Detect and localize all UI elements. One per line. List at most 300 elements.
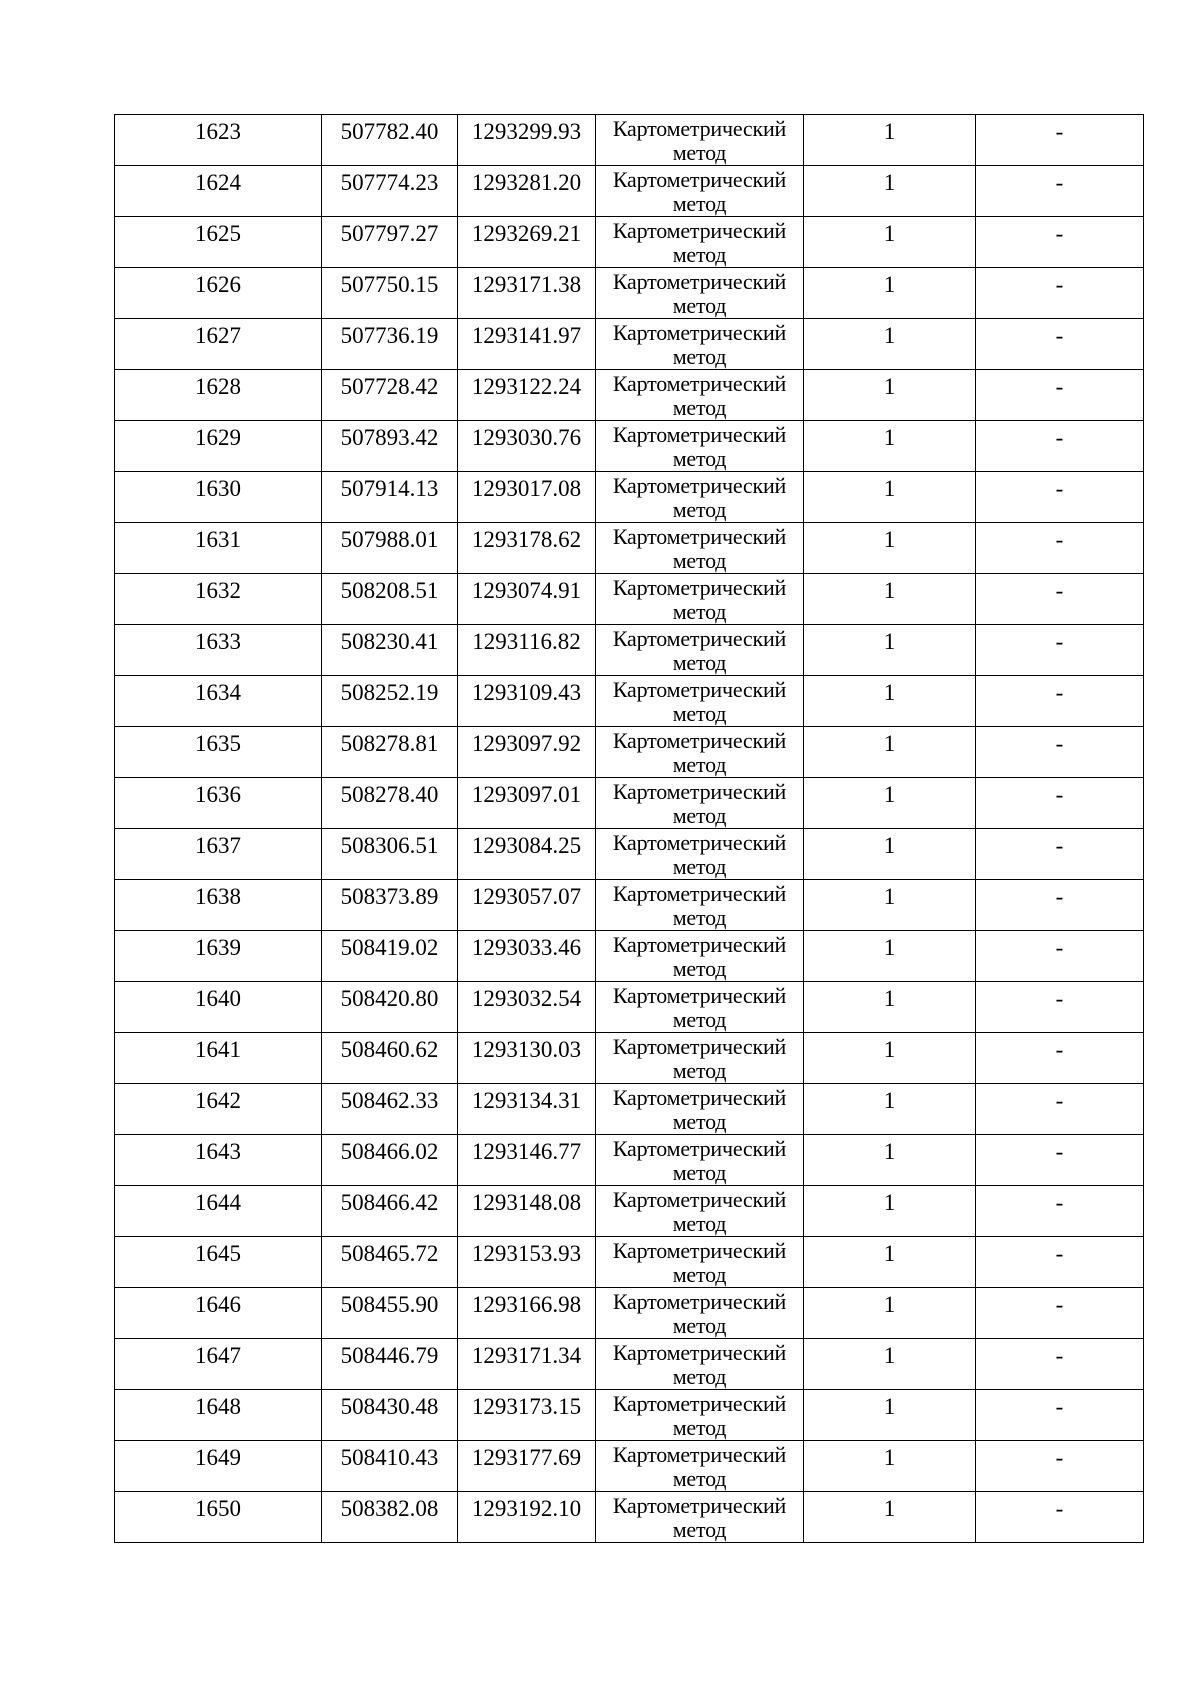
table-row [115, 319, 1144, 370]
note-cell [976, 1288, 1144, 1339]
point-number-text: 1627 [195, 323, 241, 348]
method-cell [596, 778, 804, 829]
note-text: - [1055, 1037, 1064, 1062]
note-text: - [1055, 1139, 1064, 1164]
table-row [115, 625, 1144, 676]
point-number-text: 1641 [195, 1037, 241, 1062]
y-coordinate-text: 1293084.25 [471, 833, 582, 858]
y-coordinate-text: 1293032.54 [471, 986, 582, 1011]
x-coordinate-cell [322, 931, 458, 982]
coordinates-table-body [115, 115, 1144, 1543]
point-number-text: 1626 [195, 272, 241, 297]
method-cell [596, 268, 804, 319]
x-coordinate-cell [322, 676, 458, 727]
table-row [115, 370, 1144, 421]
x-coordinate-text: 508230.41 [340, 629, 439, 654]
y-coordinate-text: 1293173.15 [471, 1394, 582, 1419]
table-row [115, 931, 1144, 982]
x-coordinate-text: 507728.42 [340, 374, 439, 399]
point-number-text: 1632 [195, 578, 241, 603]
precision-text: 1 [883, 884, 896, 909]
point-number-cell [115, 1084, 322, 1135]
point-number-text: 1640 [195, 986, 241, 1011]
method-cell [596, 880, 804, 931]
point-number-cell [115, 625, 322, 676]
note-cell [976, 982, 1144, 1033]
note-cell [976, 319, 1144, 370]
x-coordinate-text: 508306.51 [340, 833, 439, 858]
precision-text: 1 [883, 782, 896, 807]
note-cell [976, 472, 1144, 523]
note-text: - [1055, 221, 1064, 246]
precision-cell [804, 1339, 976, 1390]
point-number-text: 1630 [195, 476, 241, 501]
method-text: Картометрический метод [612, 983, 787, 1032]
precision-cell [804, 472, 976, 523]
point-number-text: 1629 [195, 425, 241, 450]
note-cell [976, 370, 1144, 421]
precision-text: 1 [883, 323, 896, 348]
precision-text: 1 [883, 731, 896, 756]
y-coordinate-cell [458, 523, 596, 574]
point-number-text: 1625 [195, 221, 241, 246]
note-text: - [1055, 1190, 1064, 1215]
method-cell [596, 574, 804, 625]
y-coordinate-text: 1293177.69 [471, 1445, 582, 1470]
point-number-cell [115, 676, 322, 727]
precision-cell [804, 1135, 976, 1186]
precision-cell [804, 829, 976, 880]
table-row [115, 523, 1144, 574]
y-coordinate-text: 1293097.01 [471, 782, 582, 807]
precision-cell [804, 1186, 976, 1237]
x-coordinate-text: 508462.33 [340, 1088, 439, 1113]
method-cell [596, 217, 804, 268]
x-coordinate-text: 507750.15 [340, 272, 439, 297]
table-row [115, 1288, 1144, 1339]
precision-text: 1 [883, 221, 896, 246]
y-coordinate-cell [458, 217, 596, 268]
precision-text: 1 [883, 1037, 896, 1062]
y-coordinate-cell [458, 115, 596, 166]
table-row [115, 1390, 1144, 1441]
y-coordinate-cell [458, 982, 596, 1033]
method-text: Картометрический метод [612, 473, 787, 522]
precision-text: 1 [883, 1343, 896, 1368]
y-coordinate-cell [458, 829, 596, 880]
note-text: - [1055, 323, 1064, 348]
method-cell [596, 931, 804, 982]
precision-cell [804, 931, 976, 982]
y-coordinate-cell [458, 778, 596, 829]
y-coordinate-text: 1293030.76 [471, 425, 582, 450]
note-text: - [1055, 1241, 1064, 1266]
note-cell [976, 217, 1144, 268]
point-number-cell [115, 1492, 322, 1543]
y-coordinate-cell [458, 1084, 596, 1135]
precision-text: 1 [883, 374, 896, 399]
y-coordinate-cell [458, 625, 596, 676]
method-cell [596, 319, 804, 370]
method-text: Картометрический метод [612, 1289, 787, 1338]
note-cell [976, 1237, 1144, 1288]
point-number-text: 1639 [195, 935, 241, 960]
y-coordinate-text: 1293171.34 [471, 1343, 582, 1368]
x-coordinate-text: 507736.19 [340, 323, 439, 348]
method-text: Картометрический метод [612, 575, 787, 624]
y-coordinate-cell [458, 1288, 596, 1339]
point-number-text: 1635 [195, 731, 241, 756]
note-text: - [1055, 374, 1064, 399]
method-text: Картометрический метод [612, 1391, 787, 1440]
precision-text: 1 [883, 1190, 896, 1215]
x-coordinate-text: 508455.90 [340, 1292, 439, 1317]
table-row [115, 268, 1144, 319]
method-cell [596, 370, 804, 421]
note-text: - [1055, 884, 1064, 909]
point-number-cell [115, 1441, 322, 1492]
y-coordinate-cell [458, 1186, 596, 1237]
method-cell [596, 1339, 804, 1390]
table-row [115, 472, 1144, 523]
y-coordinate-cell [458, 472, 596, 523]
method-cell [596, 1390, 804, 1441]
y-coordinate-cell [458, 676, 596, 727]
x-coordinate-cell [322, 319, 458, 370]
table-row [115, 1492, 1144, 1543]
precision-text: 1 [883, 476, 896, 501]
note-cell [976, 1339, 1144, 1390]
point-number-cell [115, 166, 322, 217]
x-coordinate-cell [322, 625, 458, 676]
x-coordinate-text: 508373.89 [340, 884, 439, 909]
point-number-text: 1647 [195, 1343, 241, 1368]
y-coordinate-text: 1293171.38 [471, 272, 582, 297]
x-coordinate-text: 507914.13 [340, 476, 439, 501]
y-coordinate-text: 1293116.82 [472, 629, 581, 654]
point-number-cell [115, 523, 322, 574]
point-number-cell [115, 982, 322, 1033]
precision-cell [804, 1390, 976, 1441]
x-coordinate-cell [322, 778, 458, 829]
point-number-text: 1645 [195, 1241, 241, 1266]
table-row [115, 880, 1144, 931]
point-number-text: 1642 [195, 1088, 241, 1113]
x-coordinate-text: 507782.40 [340, 119, 439, 144]
precision-cell [804, 880, 976, 931]
x-coordinate-cell [322, 880, 458, 931]
method-text: Картометрический метод [612, 932, 787, 981]
method-text: Картометрический метод [612, 1340, 787, 1389]
table-row [115, 778, 1144, 829]
precision-cell [804, 370, 976, 421]
method-text: Картометрический метод [612, 167, 787, 216]
note-text: - [1055, 272, 1064, 297]
method-text: Картометрический метод [612, 218, 787, 267]
precision-cell [804, 727, 976, 778]
point-number-text: 1623 [195, 119, 241, 144]
point-number-text: 1648 [195, 1394, 241, 1419]
x-coordinate-cell [322, 1339, 458, 1390]
method-text: Картометрический метод [612, 1034, 787, 1083]
y-coordinate-text: 1293141.97 [471, 323, 582, 348]
y-coordinate-text: 1293153.93 [471, 1241, 582, 1266]
point-number-cell [115, 931, 322, 982]
note-text: - [1055, 629, 1064, 654]
x-coordinate-cell [322, 1033, 458, 1084]
x-coordinate-text: 507797.27 [340, 221, 439, 246]
note-text: - [1055, 680, 1064, 705]
point-number-text: 1650 [195, 1496, 241, 1521]
method-cell [596, 1492, 804, 1543]
precision-cell [804, 319, 976, 370]
point-number-text: 1637 [195, 833, 241, 858]
note-cell [976, 1390, 1144, 1441]
y-coordinate-cell [458, 1237, 596, 1288]
note-text: - [1055, 476, 1064, 501]
precision-cell [804, 778, 976, 829]
method-cell [596, 472, 804, 523]
precision-text: 1 [883, 629, 896, 654]
precision-text: 1 [883, 1139, 896, 1164]
y-coordinate-cell [458, 421, 596, 472]
note-cell [976, 1492, 1144, 1543]
y-coordinate-cell [458, 931, 596, 982]
method-text: Картометрический метод [612, 1187, 787, 1236]
method-text: Картометрический метод [612, 728, 787, 777]
table-row [115, 1237, 1144, 1288]
x-coordinate-cell [322, 1237, 458, 1288]
x-coordinate-cell [322, 1186, 458, 1237]
y-coordinate-cell [458, 1492, 596, 1543]
x-coordinate-cell [322, 829, 458, 880]
precision-cell [804, 166, 976, 217]
note-cell [976, 1084, 1144, 1135]
x-coordinate-text: 508419.02 [340, 935, 439, 960]
precision-text: 1 [883, 1445, 896, 1470]
method-cell [596, 982, 804, 1033]
x-coordinate-cell [322, 268, 458, 319]
note-text: - [1055, 782, 1064, 807]
method-text: Картометрический метод [612, 1442, 787, 1491]
table-row [115, 421, 1144, 472]
method-text: Картометрический метод [612, 1238, 787, 1287]
note-text: - [1055, 1394, 1064, 1419]
method-cell [596, 1033, 804, 1084]
table-row [115, 1135, 1144, 1186]
x-coordinate-cell [322, 370, 458, 421]
point-number-cell [115, 574, 322, 625]
precision-cell [804, 523, 976, 574]
note-text: - [1055, 1292, 1064, 1317]
method-cell [596, 1186, 804, 1237]
note-text: - [1055, 935, 1064, 960]
y-coordinate-text: 1293130.03 [471, 1037, 582, 1062]
method-cell [596, 166, 804, 217]
point-number-cell [115, 370, 322, 421]
point-number-text: 1638 [195, 884, 241, 909]
point-number-cell [115, 778, 322, 829]
x-coordinate-cell [322, 1492, 458, 1543]
point-number-text: 1643 [195, 1139, 241, 1164]
precision-text: 1 [883, 1241, 896, 1266]
x-coordinate-text: 508420.80 [340, 986, 439, 1011]
point-number-cell [115, 1237, 322, 1288]
note-cell [976, 1135, 1144, 1186]
x-coordinate-cell [322, 727, 458, 778]
point-number-cell [115, 268, 322, 319]
note-text: - [1055, 731, 1064, 756]
method-text: Картометрический метод [612, 269, 787, 318]
table-row [115, 1339, 1144, 1390]
x-coordinate-cell [322, 1084, 458, 1135]
note-text: - [1055, 833, 1064, 858]
table-row [115, 676, 1144, 727]
method-cell [596, 1441, 804, 1492]
x-coordinate-cell [322, 1288, 458, 1339]
precision-cell [804, 1492, 976, 1543]
point-number-cell [115, 472, 322, 523]
y-coordinate-cell [458, 1441, 596, 1492]
x-coordinate-text: 508465.72 [340, 1241, 439, 1266]
point-number-cell [115, 727, 322, 778]
precision-text: 1 [883, 1496, 896, 1521]
method-text: Картометрический метод [612, 116, 787, 165]
note-cell [976, 1441, 1144, 1492]
x-coordinate-cell [322, 523, 458, 574]
note-text: - [1055, 119, 1064, 144]
y-coordinate-text: 1293074.91 [471, 578, 582, 603]
note-text: - [1055, 170, 1064, 195]
method-cell [596, 625, 804, 676]
point-number-text: 1649 [195, 1445, 241, 1470]
x-coordinate-text: 508430.48 [340, 1394, 439, 1419]
y-coordinate-text: 1293134.31 [471, 1088, 582, 1113]
point-number-text: 1631 [195, 527, 241, 552]
note-cell [976, 523, 1144, 574]
point-number-cell [115, 319, 322, 370]
method-text: Картометрический метод [612, 830, 787, 879]
x-coordinate-text: 508278.81 [340, 731, 439, 756]
note-text: - [1055, 1496, 1064, 1521]
precision-text: 1 [883, 833, 896, 858]
x-coordinate-cell [322, 982, 458, 1033]
note-cell [976, 880, 1144, 931]
method-text: Картометрический метод [612, 779, 787, 828]
method-cell [596, 1288, 804, 1339]
precision-cell [804, 115, 976, 166]
x-coordinate-cell [322, 574, 458, 625]
precision-text: 1 [883, 680, 896, 705]
method-text: Картометрический метод [612, 626, 787, 675]
y-coordinate-cell [458, 1339, 596, 1390]
note-cell [976, 1033, 1144, 1084]
point-number-cell [115, 217, 322, 268]
precision-cell [804, 982, 976, 1033]
note-cell [976, 727, 1144, 778]
x-coordinate-cell [322, 421, 458, 472]
method-cell [596, 115, 804, 166]
method-text: Картометрический метод [612, 881, 787, 930]
x-coordinate-cell [322, 472, 458, 523]
note-cell [976, 166, 1144, 217]
precision-cell [804, 1033, 976, 1084]
note-cell [976, 421, 1144, 472]
precision-text: 1 [883, 119, 896, 144]
precision-text: 1 [883, 170, 896, 195]
point-number-cell [115, 1339, 322, 1390]
x-coordinate-cell [322, 115, 458, 166]
precision-cell [804, 1441, 976, 1492]
note-cell [976, 778, 1144, 829]
y-coordinate-text: 1293097.92 [471, 731, 582, 756]
x-coordinate-text: 508278.40 [340, 782, 439, 807]
point-number-cell [115, 1033, 322, 1084]
table-row [115, 1186, 1144, 1237]
method-text: Картометрический метод [612, 1085, 787, 1134]
table-row [115, 574, 1144, 625]
table-row [115, 115, 1144, 166]
precision-text: 1 [883, 935, 896, 960]
y-coordinate-cell [458, 268, 596, 319]
note-text: - [1055, 1343, 1064, 1368]
x-coordinate-text: 508446.79 [340, 1343, 439, 1368]
precision-cell [804, 625, 976, 676]
precision-text: 1 [883, 425, 896, 450]
y-coordinate-text: 1293299.93 [471, 119, 582, 144]
precision-cell [804, 217, 976, 268]
x-coordinate-text: 508208.51 [340, 578, 439, 603]
y-coordinate-cell [458, 1390, 596, 1441]
note-cell [976, 574, 1144, 625]
method-cell [596, 676, 804, 727]
x-coordinate-cell [322, 217, 458, 268]
point-number-cell [115, 421, 322, 472]
x-coordinate-cell [322, 1441, 458, 1492]
y-coordinate-text: 1293033.46 [471, 935, 582, 960]
method-cell [596, 421, 804, 472]
point-number-text: 1636 [195, 782, 241, 807]
method-text: Картометрический метод [612, 1493, 787, 1542]
method-cell [596, 829, 804, 880]
y-coordinate-text: 1293146.77 [471, 1139, 582, 1164]
x-coordinate-text: 508410.43 [340, 1445, 439, 1470]
note-cell [976, 268, 1144, 319]
y-coordinate-text: 1293269.21 [471, 221, 582, 246]
y-coordinate-text: 1293057.07 [471, 884, 582, 909]
point-number-cell [115, 115, 322, 166]
point-number-cell [115, 1288, 322, 1339]
y-coordinate-text: 1293178.62 [471, 527, 582, 552]
note-cell [976, 625, 1144, 676]
method-cell [596, 523, 804, 574]
method-text: Картометрический метод [612, 371, 787, 420]
precision-text: 1 [883, 527, 896, 552]
note-text: - [1055, 986, 1064, 1011]
table-row [115, 217, 1144, 268]
y-coordinate-cell [458, 1033, 596, 1084]
point-number-cell [115, 829, 322, 880]
note-cell [976, 931, 1144, 982]
point-number-text: 1624 [195, 170, 241, 195]
x-coordinate-text: 508252.19 [340, 680, 439, 705]
table-row [115, 166, 1144, 217]
x-coordinate-text: 507893.42 [340, 425, 439, 450]
table-row [115, 982, 1144, 1033]
x-coordinate-text: 508466.42 [340, 1190, 439, 1215]
point-number-cell [115, 1186, 322, 1237]
y-coordinate-cell [458, 1135, 596, 1186]
